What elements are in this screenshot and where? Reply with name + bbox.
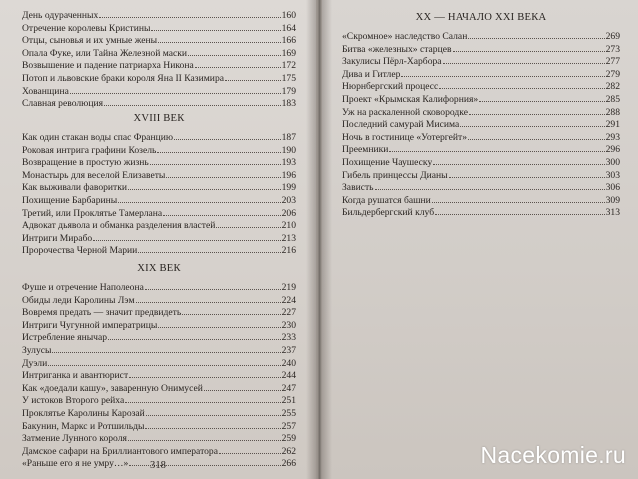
toc-entry-title: Дамское сафари на Бриллиантового императора bbox=[22, 445, 218, 457]
toc-entry-title: Похищение Чаушеску bbox=[342, 156, 433, 168]
toc-entry-title: Похищение Барбарины bbox=[22, 194, 118, 206]
leader-dots bbox=[439, 80, 604, 89]
toc-entry bbox=[342, 118, 620, 131]
leader-dots bbox=[166, 169, 280, 178]
toc-entry bbox=[22, 319, 296, 332]
toc-entry bbox=[342, 68, 620, 81]
toc-entry-page: 291 bbox=[605, 119, 620, 131]
leader-dots bbox=[158, 34, 281, 43]
toc-entry bbox=[22, 144, 296, 157]
toc-entry-title: У истоков Второго рейха bbox=[22, 395, 125, 407]
toc-entry-page: 285 bbox=[605, 93, 620, 105]
book-gutter-shadow bbox=[306, 0, 332, 479]
toc-entry-page: 277 bbox=[605, 56, 620, 68]
toc-entry bbox=[22, 357, 296, 370]
toc-entry bbox=[22, 407, 296, 420]
toc-entry-title: День одураченных bbox=[22, 10, 99, 21]
toc-entry-page: 172 bbox=[281, 60, 296, 72]
leader-dots bbox=[118, 194, 280, 203]
toc-entry bbox=[22, 306, 296, 319]
toc-entry-title: «Скромное» наследство Салан bbox=[342, 31, 468, 42]
toc-entry-title: Битва «железных» старцев bbox=[342, 43, 452, 55]
toc-entry-title: Отцы, сыновья и их умные жены bbox=[22, 35, 158, 47]
toc-block-1 bbox=[22, 9, 296, 110]
toc-entry bbox=[22, 156, 296, 169]
toc-entry-title: Как «доедали кашу», заваренную Онимусей bbox=[22, 382, 203, 394]
toc-entry-page: 206 bbox=[281, 207, 296, 219]
toc-entry-title: Последний самурай Мисима bbox=[342, 119, 460, 131]
toc-entry-title: Пророчества Черной Марии bbox=[22, 245, 138, 257]
toc-entry-page: 273 bbox=[605, 43, 620, 55]
toc-entry-page: 247 bbox=[281, 382, 296, 394]
toc-entry-page: 279 bbox=[605, 68, 620, 80]
leader-dots bbox=[375, 181, 605, 190]
right-page bbox=[322, 0, 638, 479]
toc-entry bbox=[342, 181, 620, 194]
toc-entry-title: Преемники bbox=[342, 144, 389, 156]
toc-entry-title: Как один стакан воды спас Францию bbox=[22, 132, 174, 143]
toc-entry-title: Возвращение в простую жизнь bbox=[22, 157, 149, 169]
toc-entry-title: Монастырь для веселой Елизаветы bbox=[22, 169, 166, 181]
leader-dots bbox=[145, 281, 281, 290]
toc-entry bbox=[342, 80, 620, 93]
leader-dots bbox=[163, 207, 280, 216]
toc-entry bbox=[22, 382, 296, 395]
toc-entry bbox=[22, 294, 296, 307]
toc-entry-title: Обиды леди Каролины Лэм bbox=[22, 294, 135, 306]
toc-entry-title: Проект «Крымская Калифорния» bbox=[342, 93, 479, 105]
toc-entry-title: Интриги Чугунной императрицы bbox=[22, 319, 158, 331]
leader-dots bbox=[146, 407, 281, 416]
toc-entry-title: Нюрнбергский процесс bbox=[342, 81, 439, 93]
toc-entry bbox=[22, 59, 296, 72]
toc-entry-title: Как выживали фаворитки bbox=[22, 182, 128, 194]
toc-entry-title: Фуше и отречение Наполеона bbox=[22, 282, 144, 293]
toc-entry-page: 187 bbox=[281, 132, 296, 143]
toc-entry-title: Адвокат дьявола и обманка разделения властей bbox=[22, 220, 216, 232]
toc-entry-title: «Раньше его я не умру…» bbox=[22, 458, 129, 470]
toc-entry-page: 313 bbox=[605, 207, 620, 219]
leader-dots bbox=[204, 382, 281, 391]
toc-entry bbox=[22, 9, 296, 22]
toc-entry-page: 255 bbox=[281, 407, 296, 419]
toc-entry-page: 233 bbox=[281, 332, 296, 344]
watermark: Nacekomie.ru bbox=[480, 442, 626, 468]
leader-dots bbox=[195, 59, 281, 68]
leader-dots bbox=[150, 156, 281, 165]
toc-entry-page: 213 bbox=[281, 232, 296, 244]
toc-entry-page: 199 bbox=[281, 182, 296, 194]
leader-dots bbox=[188, 47, 281, 56]
toc-entry-title: Славная революция bbox=[22, 98, 104, 110]
toc-entry bbox=[342, 55, 620, 68]
section-heading-20th-century: XX — НАЧАЛО XXI ВЕКА bbox=[415, 12, 547, 23]
toc-entry bbox=[342, 156, 620, 169]
toc-entry bbox=[22, 369, 296, 382]
leader-dots bbox=[401, 68, 604, 77]
toc-entry-page: 269 bbox=[605, 31, 620, 42]
leader-dots bbox=[216, 219, 280, 228]
toc-entry bbox=[22, 445, 296, 458]
toc-entry-title: Вовремя предать — значит предвидеть bbox=[22, 307, 182, 319]
toc-entry-title: Опала Фуке, или Тайна Железной маски bbox=[22, 47, 188, 59]
leader-dots bbox=[136, 294, 281, 303]
leader-dots bbox=[433, 156, 604, 165]
toc-entry bbox=[342, 131, 620, 144]
leader-dots bbox=[174, 131, 281, 140]
toc-entry-title: Потоп и львовские браки короля Яна II Казимира bbox=[22, 72, 224, 84]
toc-entry bbox=[342, 143, 620, 156]
section-heading-19th-century: XIX ВЕК bbox=[137, 263, 181, 274]
toc-entry-page: 240 bbox=[281, 357, 296, 369]
leader-dots bbox=[432, 194, 605, 203]
toc-block-4 bbox=[342, 30, 620, 219]
leader-dots bbox=[138, 244, 280, 253]
leader-dots bbox=[99, 9, 280, 18]
leader-dots bbox=[52, 344, 280, 353]
leader-dots bbox=[151, 22, 280, 31]
section-heading-18th-century: XVIII ВЕК bbox=[133, 113, 185, 124]
toc-entry-title: Возвышение и падение патриарха Никона bbox=[22, 60, 194, 72]
toc-entry bbox=[22, 22, 296, 35]
toc-entry-page: 306 bbox=[605, 182, 620, 194]
toc-entry-page: 259 bbox=[281, 433, 296, 445]
leader-dots bbox=[128, 432, 281, 441]
toc-entry bbox=[22, 344, 296, 357]
toc-entry-title: Третий, или Проклятье Тамерлана bbox=[22, 207, 163, 219]
leader-dots bbox=[145, 420, 280, 429]
leader-dots bbox=[182, 306, 280, 315]
leader-dots bbox=[468, 30, 604, 39]
leader-dots bbox=[158, 319, 280, 328]
toc-entry bbox=[22, 72, 296, 85]
toc-entry bbox=[342, 169, 620, 182]
leader-dots bbox=[104, 97, 281, 106]
toc-entry-page: 309 bbox=[605, 194, 620, 206]
leader-dots bbox=[468, 131, 605, 140]
toc-entry-title: Бильдербергский клуб bbox=[342, 207, 435, 219]
toc-entry-page: 169 bbox=[281, 47, 296, 59]
toc-entry-page: 227 bbox=[281, 307, 296, 319]
leader-dots bbox=[435, 206, 605, 215]
toc-entry bbox=[22, 131, 296, 144]
leader-dots bbox=[157, 144, 280, 153]
page-number: 318 bbox=[150, 460, 166, 471]
leader-dots bbox=[469, 106, 605, 115]
toc-entry bbox=[342, 194, 620, 207]
toc-entry-page: 216 bbox=[281, 245, 296, 257]
toc-entry-title: Закулисы Пёрл-Харбора bbox=[342, 56, 442, 68]
left-page bbox=[0, 0, 316, 479]
toc-entry bbox=[22, 244, 296, 257]
toc-entry bbox=[22, 194, 296, 207]
leader-dots bbox=[453, 43, 605, 52]
leader-dots bbox=[389, 143, 604, 152]
leader-dots bbox=[449, 169, 605, 178]
toc-entry-title: Отречение королевы Кристины bbox=[22, 22, 151, 34]
leader-dots bbox=[129, 369, 280, 378]
toc-entry bbox=[342, 93, 620, 106]
toc-entry bbox=[342, 106, 620, 119]
toc-entry-page: 203 bbox=[281, 194, 296, 206]
toc-entry bbox=[22, 420, 296, 433]
leader-dots bbox=[443, 55, 605, 64]
leader-dots bbox=[70, 85, 281, 94]
toc-entry-title: Интриги Мирабо bbox=[22, 232, 93, 244]
toc-block-2 bbox=[22, 131, 296, 257]
toc-entry-page: 237 bbox=[281, 344, 296, 356]
toc-block-3 bbox=[22, 281, 296, 470]
toc-entry-title: Гибель принцессы Дианы bbox=[342, 169, 448, 181]
leader-dots bbox=[48, 357, 280, 366]
toc-entry-page: 282 bbox=[605, 81, 620, 93]
leader-dots bbox=[219, 445, 281, 454]
toc-entry bbox=[22, 207, 296, 220]
toc-entry-page: 166 bbox=[281, 35, 296, 47]
toc-entry-title: Дива и Гитлер bbox=[342, 68, 401, 80]
toc-entry-page: 179 bbox=[281, 85, 296, 97]
toc-entry-page: 288 bbox=[605, 106, 620, 118]
toc-entry-page: 210 bbox=[281, 220, 296, 232]
toc-entry-page: 300 bbox=[605, 156, 620, 168]
toc-entry-page: 244 bbox=[281, 370, 296, 382]
toc-entry bbox=[22, 34, 296, 47]
toc-entry bbox=[22, 181, 296, 194]
leader-dots bbox=[460, 118, 604, 127]
toc-entry bbox=[22, 432, 296, 445]
toc-entry bbox=[22, 169, 296, 182]
toc-entry-title: Ночь в гостинице «Уотергейт» bbox=[342, 131, 467, 143]
toc-entry-page: 219 bbox=[281, 282, 296, 293]
leader-dots bbox=[93, 232, 280, 241]
toc-entry-title: Когда рушатся башни bbox=[342, 194, 431, 206]
toc-entry-title: Роковая интрига графини Козель bbox=[22, 144, 157, 156]
toc-entry-page: 183 bbox=[281, 98, 296, 110]
toc-entry-title: Уж на раскаленной сковородке bbox=[342, 106, 468, 118]
toc-entry bbox=[22, 47, 296, 60]
toc-entry-title: Проклятье Каролины Карозай bbox=[22, 407, 145, 419]
toc-entry-page: 230 bbox=[281, 319, 296, 331]
toc-entry-page: 266 bbox=[281, 458, 296, 470]
toc-entry bbox=[22, 281, 296, 294]
toc-entry-page: 224 bbox=[281, 294, 296, 306]
toc-entry-title: Зулусы bbox=[22, 344, 52, 356]
toc-entry bbox=[342, 30, 620, 43]
leader-dots bbox=[125, 394, 280, 403]
toc-entry-page: 196 bbox=[281, 169, 296, 181]
toc-entry-page: 303 bbox=[605, 169, 620, 181]
toc-entry-page: 175 bbox=[281, 72, 296, 84]
toc-entry-page: 296 bbox=[605, 144, 620, 156]
toc-entry-page: 193 bbox=[281, 157, 296, 169]
toc-entry-page: 160 bbox=[281, 10, 296, 21]
toc-entry-title: Затмение Лунного короля bbox=[22, 433, 127, 445]
toc-entry-title: Бакунин, Маркс и Ротшильды bbox=[22, 420, 145, 432]
toc-entry bbox=[22, 331, 296, 344]
toc-entry-page: 164 bbox=[281, 22, 296, 34]
toc-entry bbox=[22, 232, 296, 245]
toc-entry-page: 293 bbox=[605, 131, 620, 143]
toc-entry-page: 257 bbox=[281, 420, 296, 432]
leader-dots bbox=[108, 331, 281, 340]
leader-dots bbox=[479, 93, 604, 102]
toc-entry-title: Дуэли bbox=[22, 357, 48, 369]
toc-entry-page: 262 bbox=[281, 445, 296, 457]
toc-entry-title: Хованщина bbox=[22, 85, 69, 97]
toc-entry-page: 251 bbox=[281, 395, 296, 407]
toc-entry bbox=[22, 394, 296, 407]
toc-entry bbox=[22, 97, 296, 110]
toc-entry bbox=[22, 85, 296, 98]
toc-entry bbox=[342, 43, 620, 56]
toc-entry-page: 190 bbox=[281, 144, 296, 156]
toc-entry bbox=[22, 219, 296, 232]
toc-entry-title: Зависть bbox=[342, 182, 374, 194]
leader-dots bbox=[225, 72, 281, 81]
leader-dots bbox=[128, 181, 281, 190]
toc-entry-title: Истребление янычар bbox=[22, 332, 108, 344]
toc-entry-title: Интриганка и авантюрист bbox=[22, 370, 129, 382]
toc-entry bbox=[342, 206, 620, 219]
